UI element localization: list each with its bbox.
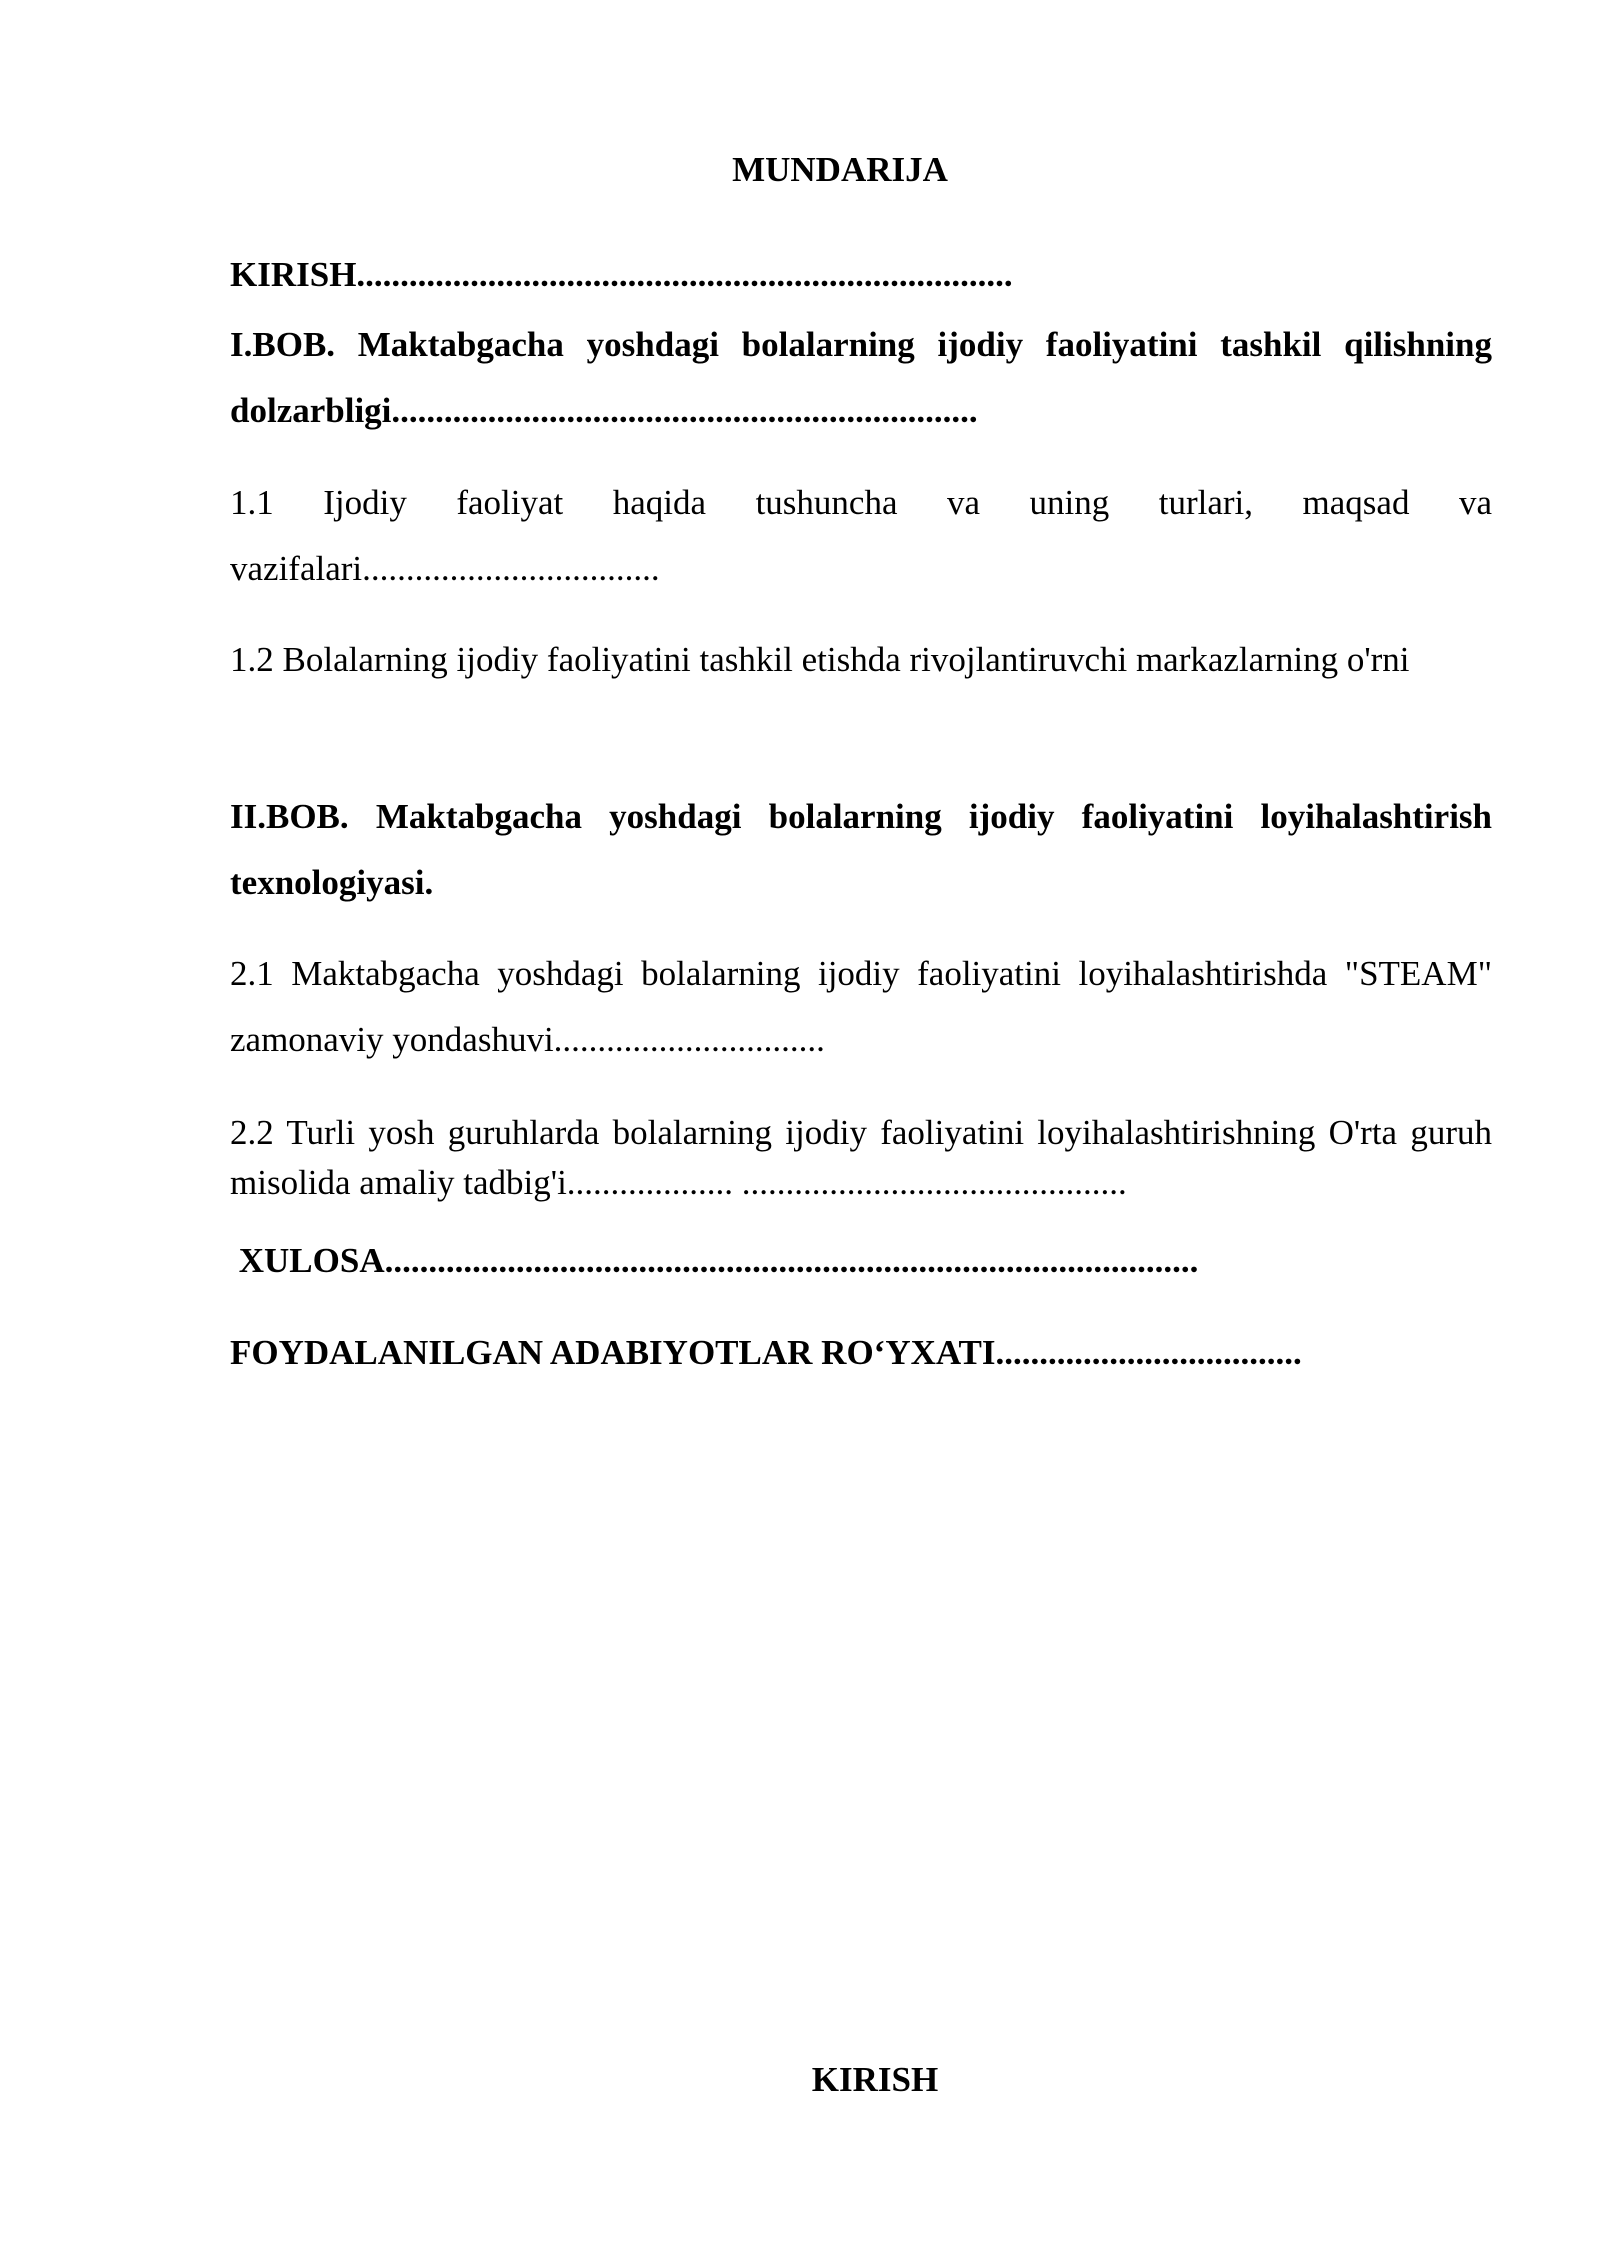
toc-entry-bibliography: FOYDALANILGAN ADABIYOTLAR RO‘YXATI................................... — [230, 1333, 1302, 1372]
toc-entry-chapter-1: I.BOB. Maktabgacha yoshdagi bolalarning ijodiy faoliyatini tashkil qilishning dolzarbligi................................................................... — [230, 325, 1492, 430]
section-heading-kirish: KIRISH — [811, 2060, 939, 2099]
toc-entry-2-2: 2.2 Turli yosh guruhlarda bolalarning ijodiy faoliyatini loyihalashtirishning O'rta guruh misolida amaliy tadbig'i................... ............................................ — [230, 1113, 1492, 1202]
toc-entry-1-1: 1.1 Ijodiy faoliyat haqida tushuncha va uning turlari, maqsad va vazifalari.................................. — [230, 483, 1492, 588]
toc-entry-xulosa: XULOSA............................................................................................. — [230, 1241, 1199, 1280]
toc-entry-kirish: KIRISH........................................................................... — [230, 255, 1013, 294]
toc-entry-chapter-2: II.BOB. Maktabgacha yoshdagi bolalarning ijodiy faoliyatini loyihalashtirish texnologiyasi. — [230, 797, 1492, 902]
toc-title: MUNDARIJA — [732, 150, 948, 189]
toc-entry-2-1: 2.1 Maktabgacha yoshdagi bolalarning ijodiy faoliyatini loyihalashtirishda "STEAM" zamonaviy yondashuvi............................... — [230, 954, 1492, 1059]
toc-entry-1-2: 1.2 Bolalarning ijodiy faoliyatini tashkil etishda rivojlantiruvchi markazlarning o'rni — [230, 640, 1410, 679]
